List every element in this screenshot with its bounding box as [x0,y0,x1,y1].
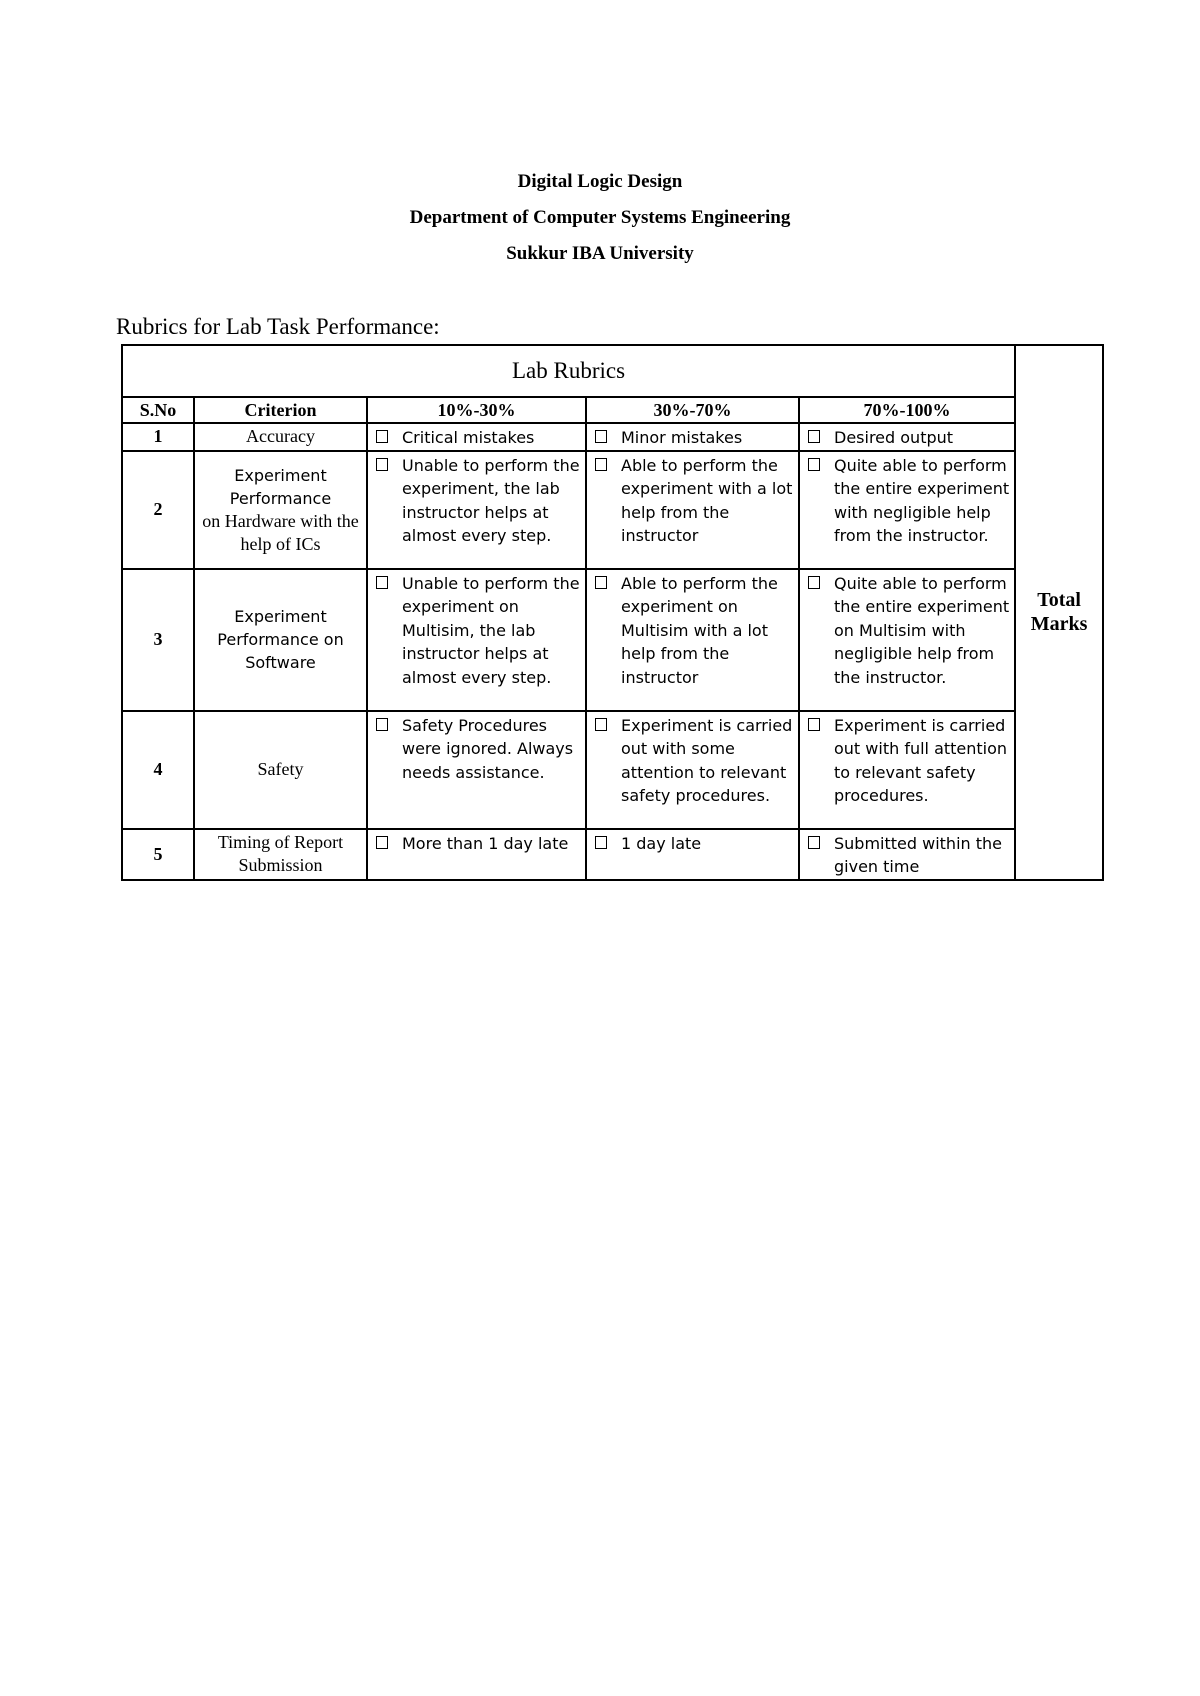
option-text: Quite able to perform the entire experiment on Multisim with negligible help from the instructor. [834,573,1010,687]
header-sno: S.No [122,397,194,423]
row-criterion: Experiment Performance on Software [194,569,367,711]
row-criterion [194,451,367,569]
checkbox-icon [376,718,388,731]
option-cell-high [799,829,1015,880]
option-cell-low [367,711,586,829]
header-high: 70%-100% [799,397,1015,423]
checkbox-icon [376,430,388,443]
checkbox-icon [595,576,607,589]
checkbox-icon [808,836,820,849]
document-header [0,164,1200,272]
rubric-table [121,344,1104,881]
row-criterion: Timing of Report Submission [194,829,367,880]
row-sno: 5 [122,829,194,880]
row-criterion: Accuracy [194,423,367,451]
option-text: Able to perform the experiment on Multisim with a lot help from the instructor [621,573,778,687]
option-text: Able to perform the experiment with a lot help from the instructor [621,455,793,545]
checkbox-icon [808,576,820,589]
option-cell-mid [586,423,799,451]
option-cell-low [367,829,586,880]
option-cell-high [799,569,1015,711]
row-sno: 3 [122,569,194,711]
row-criterion: Safety [194,711,367,829]
option-cell-mid [586,829,799,880]
header-criterion: Criterion [194,397,367,423]
option-cell-mid [586,711,799,829]
table-title: Lab Rubrics [122,345,1015,397]
checkbox-icon [595,430,607,443]
course-title: Digital Logic Design [517,171,683,192]
option-text: Experiment is carried out with some attention to relevant safety procedures. [621,715,793,805]
option-cell-low [367,569,586,711]
checkbox-icon [808,458,820,471]
option-text: Critical mistakes [402,428,535,447]
option-text: Unable to perform the experiment, the lab instructor helps at almost every step. [402,455,580,545]
checkbox-icon [808,718,820,731]
option-text: Unable to perform the experiment on Multisim, the lab instructor helps at almost every step. [402,573,580,687]
option-text: Minor mistakes [621,428,743,447]
university-title: Sukkur IBA University [506,243,694,264]
table-row [122,711,1103,829]
checkbox-icon [595,718,607,731]
option-cell-high [799,711,1015,829]
option-cell-high [799,451,1015,569]
option-cell-low [367,423,586,451]
option-text: Desired output [834,428,954,447]
table-row [122,423,1103,451]
checkbox-icon [595,836,607,849]
header-low: 10%-30% [367,397,586,423]
option-text: 1 day late [621,833,702,853]
row-sno: 1 [122,423,194,451]
option-cell-mid [586,451,799,569]
option-cell-mid [586,569,799,711]
checkbox-icon [808,430,820,443]
row-sno: 4 [122,711,194,829]
table-title-row [122,345,1103,397]
option-text: Safety Procedures were ignored. Always needs assistance. [402,715,574,782]
department-title: Department of Computer Systems Engineering [409,207,791,228]
checkbox-icon [376,458,388,471]
table-row [122,829,1103,880]
table-row [122,569,1103,711]
option-cell-high [799,423,1015,451]
header-mid: 30%-70% [586,397,799,423]
table-header-row [122,397,1103,423]
criterion-part1: Experiment Performance [229,465,332,508]
option-text: Quite able to perform the entire experiment with negligible help from the instructor. [834,455,1010,545]
table-row [122,451,1103,569]
option-text: More than 1 day late [402,833,569,853]
section-heading: Rubrics for Lab Task Performance: [116,314,440,339]
checkbox-icon [376,576,388,589]
option-text: Submitted within the given time [834,833,1002,876]
option-cell-low [367,451,586,569]
criterion-part2: on Hardware with the help of ICs [202,510,359,554]
total-marks-cell: Total Marks [1015,345,1103,880]
checkbox-icon [595,458,607,471]
row-sno: 2 [122,451,194,569]
option-text: Experiment is carried out with full attention to relevant safety procedures. [834,715,1008,805]
checkbox-icon [376,836,388,849]
